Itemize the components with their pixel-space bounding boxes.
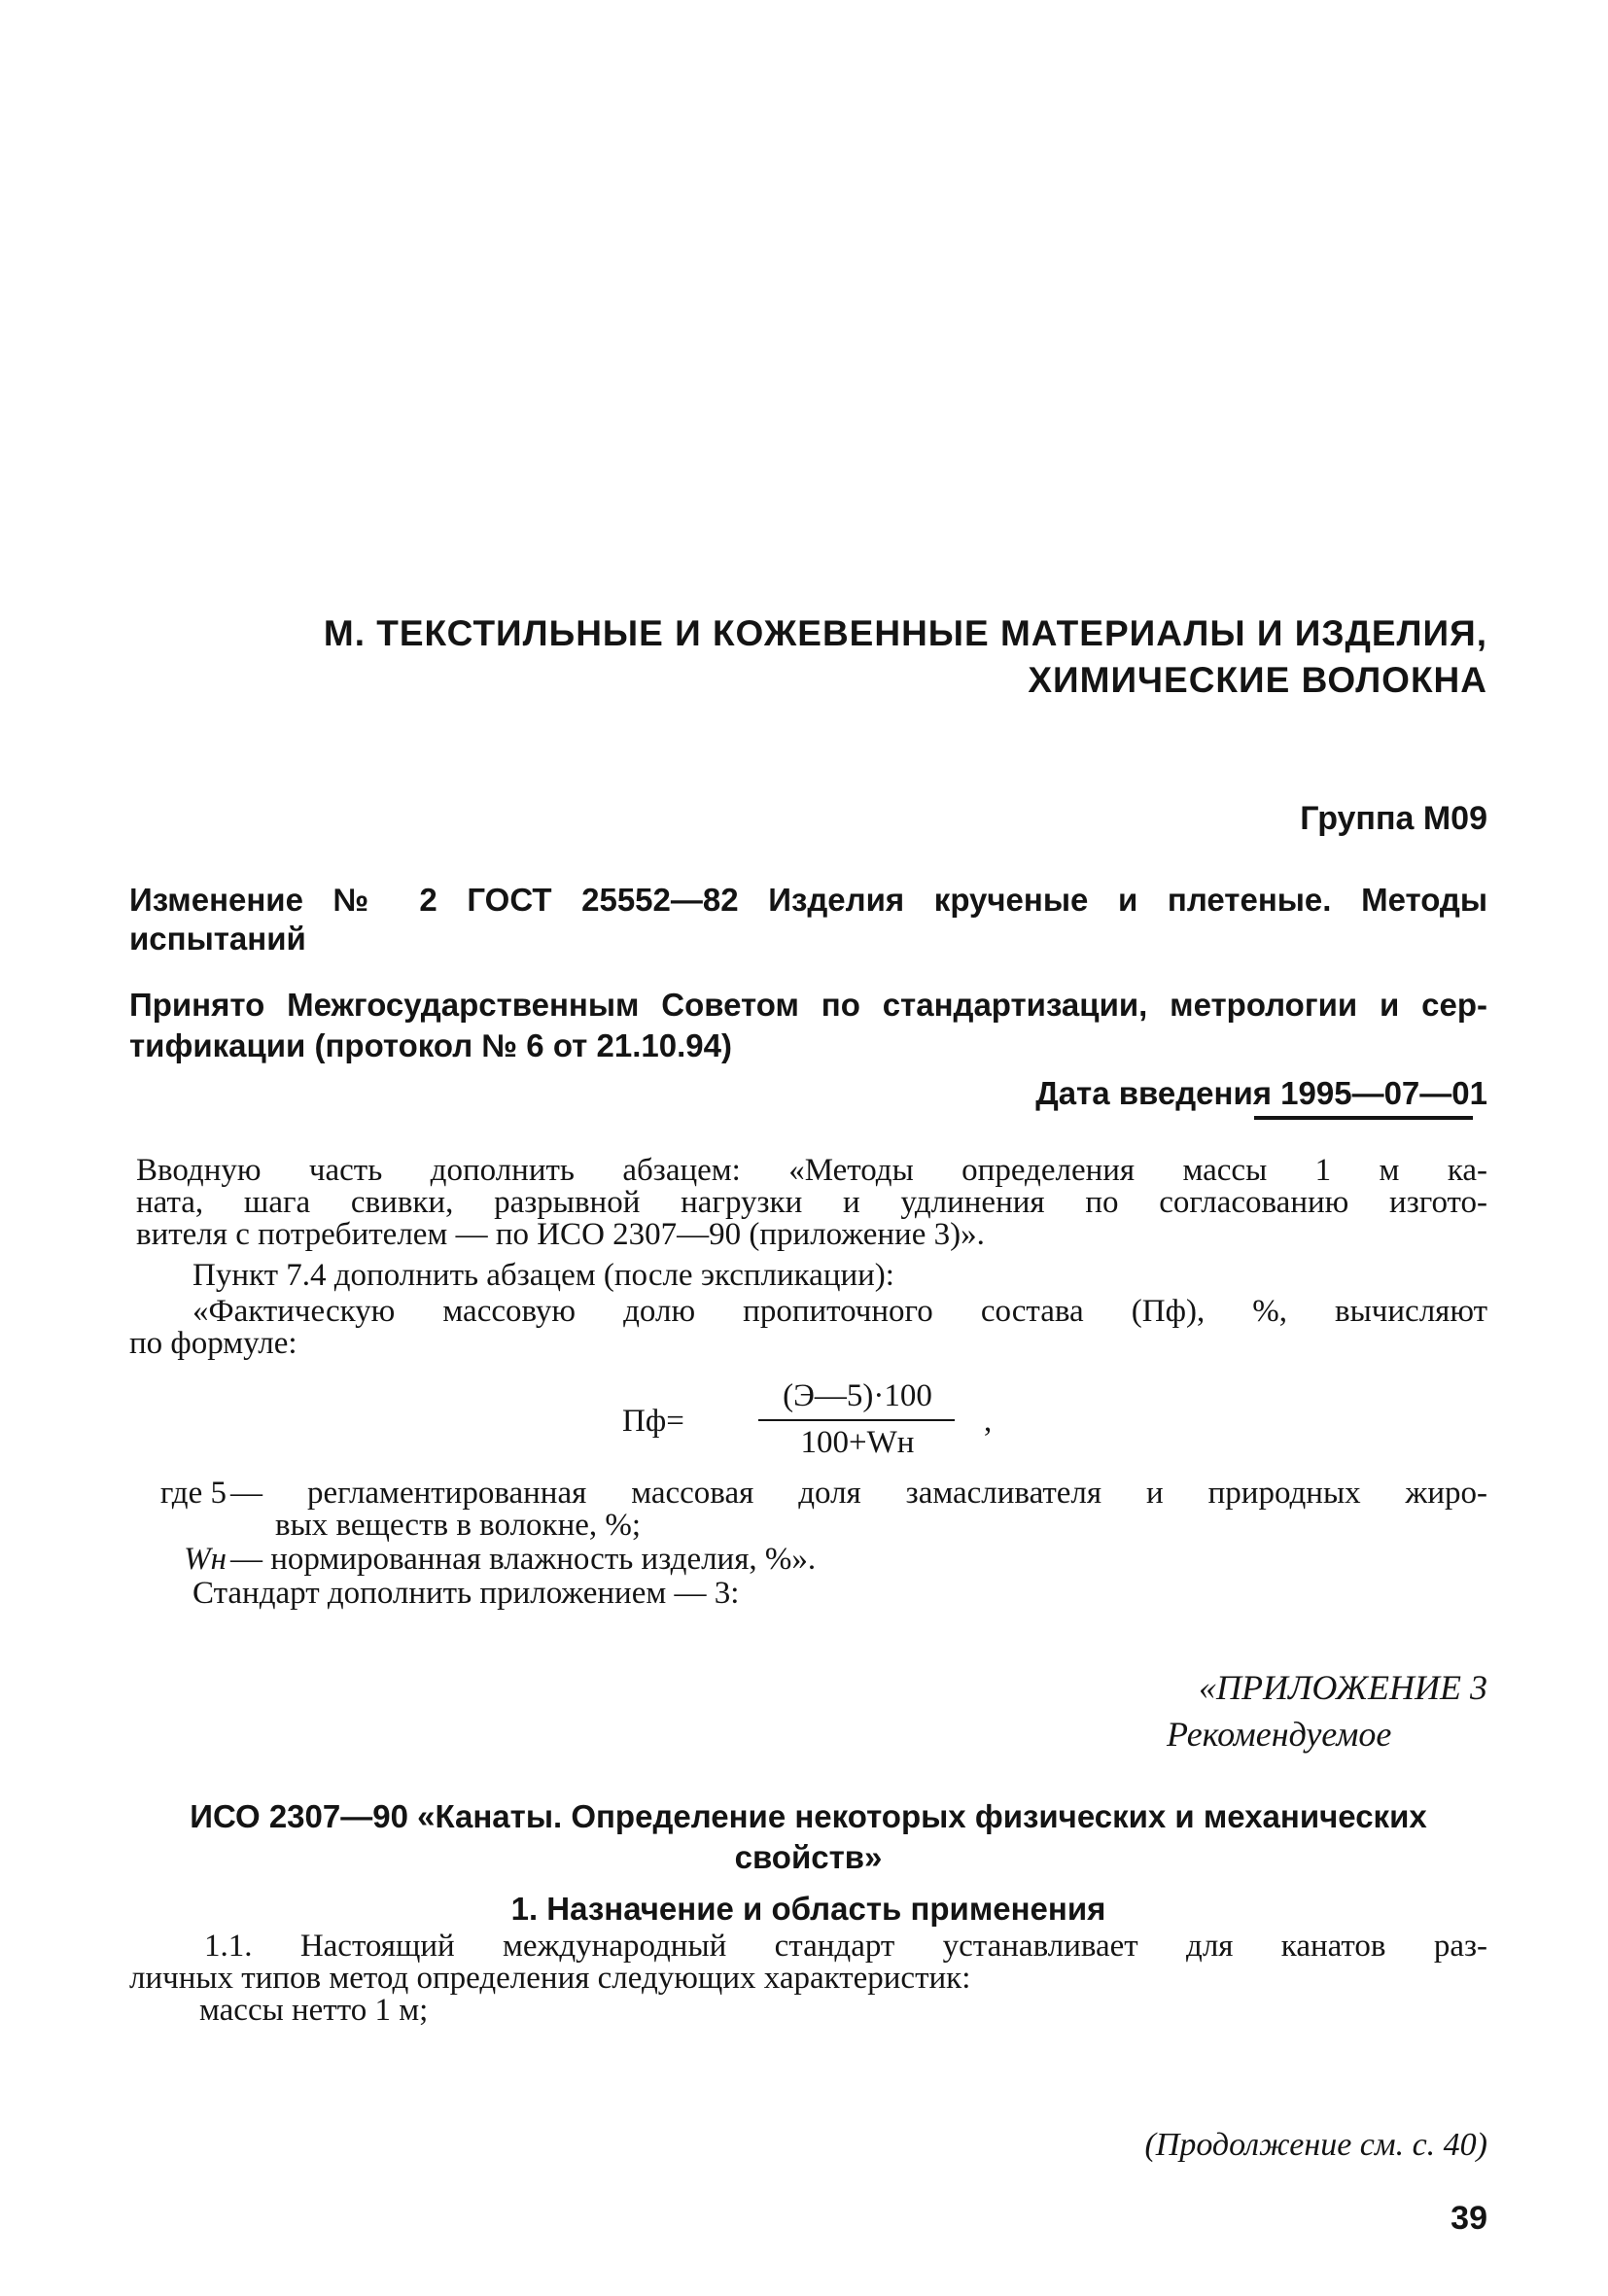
clause-7-4-paragraph: Пункт 7.4 дополнить абзацем (после экспликации): [192,1258,894,1293]
legend-text-line: — регламентированная массовая доля замасливателя и природных жиро- [230,1476,1487,1511]
page-number: 39 [1451,2200,1487,2237]
legend-text-line: — нормированная влажность изделия, %». [230,1542,817,1577]
legend-appendix-note: Стандарт дополнить приложением — 3: [192,1576,740,1611]
appendix-block [972,1664,1487,1757]
continuation-note: (Продолжение см. с. 40) [1144,2127,1487,2163]
clause-1-1-line: личных типов метод определения следующих характеристик: [129,1961,971,1996]
change-title-word: крученые [933,882,1089,918]
change-title-word: Методы [1361,882,1488,918]
intro-paragraph-line: Вводную часть дополнить абзацем: «Методы определения массы 1 м ка- [136,1153,1487,1188]
change-title-word: № [332,882,390,918]
section-heading [282,610,1487,704]
change-title-word: Изделия [768,882,905,918]
introduction-date-label: Дата введения [1035,1075,1272,1111]
appendix-note: Рекомендуемое [1167,1715,1392,1754]
clause-1-1-line: 1.1. Настоящий международный стандарт устанавливает для канатов раз- [204,1929,1487,1964]
change-title-word: и [1118,882,1138,918]
clause-1-1-paragraph [129,1931,1487,2027]
introduction-date [875,1075,1487,1112]
actual-fraction-line: «Фактическую массовую долю пропиточного состава (Пф), %, вычисляют [192,1294,1487,1329]
adoption-line-2: тификации (протокол № 6 от 21.10.94) [129,1027,732,1063]
adoption-statement [129,985,1487,1066]
change-title-word: 2 [419,882,437,918]
change-title-word: плетеные. [1167,882,1332,918]
change-title-word: ГОСТ [467,882,552,918]
intro-paragraph-line: вителя с потребителем — по ИСО 2307—90 (приложение 3)». [136,1217,985,1252]
introduction-date-value: 1995—07—01 [1280,1075,1487,1111]
actual-fraction-paragraph [129,1296,1487,1360]
section-1-heading: 1. Назначение и область применения [510,1891,1106,1927]
iso-title [129,1796,1487,1878]
actual-fraction-line: по формуле: [129,1326,297,1361]
change-title-word: 25552—82 [581,882,739,918]
change-title-word: Изменение [129,882,303,918]
change-title-line-1 [129,881,1487,920]
section-heading-line-2: ХИМИЧЕСКИЕ ВОЛОКНА [1028,660,1487,700]
appendix-title: «ПРИЛОЖЕНИЕ 3 [1199,1668,1487,1707]
formula [622,1378,1031,1466]
formula-denominator: 100+Wн [800,1425,915,1460]
clause-1-1-line: массы нетто 1 м; [199,1993,429,2028]
formula-trailing: , [984,1404,993,1439]
legend-symbol: где 5 [159,1476,227,1511]
adoption-line-1: Принято Межгосударственным Советом по стандартизации, метрологии и сер- [129,987,1487,1023]
iso-title-line: свойств» [734,1839,883,1875]
group-label: Группа М09 [1300,800,1487,837]
section-heading-line-1: М. ТЕКСТИЛЬНЫЕ И КОЖЕВЕННЫЕ МАТЕРИАЛЫ И ИЗДЕЛИЯ, [323,613,1487,653]
intro-paragraph-line: ната, шага свивки, разрывной нагрузки и удлинения по согласованию изгото- [136,1185,1487,1220]
iso-title-line: ИСО 2307—90 «Канаты. Определение некоторых физических и механических [190,1798,1427,1834]
fraction-bar [758,1419,955,1421]
change-title [129,881,1487,958]
date-underline [1254,1116,1473,1120]
formula-numerator: (Э—5)·100 [783,1378,932,1413]
change-title-line-2: испытаний [129,921,306,957]
legend-text-line: вых веществ в волокне, %; [275,1508,642,1543]
formula-lhs: Пф= [622,1404,684,1439]
intro-paragraph [136,1155,1487,1251]
legend-symbol: Wн [184,1542,227,1577]
